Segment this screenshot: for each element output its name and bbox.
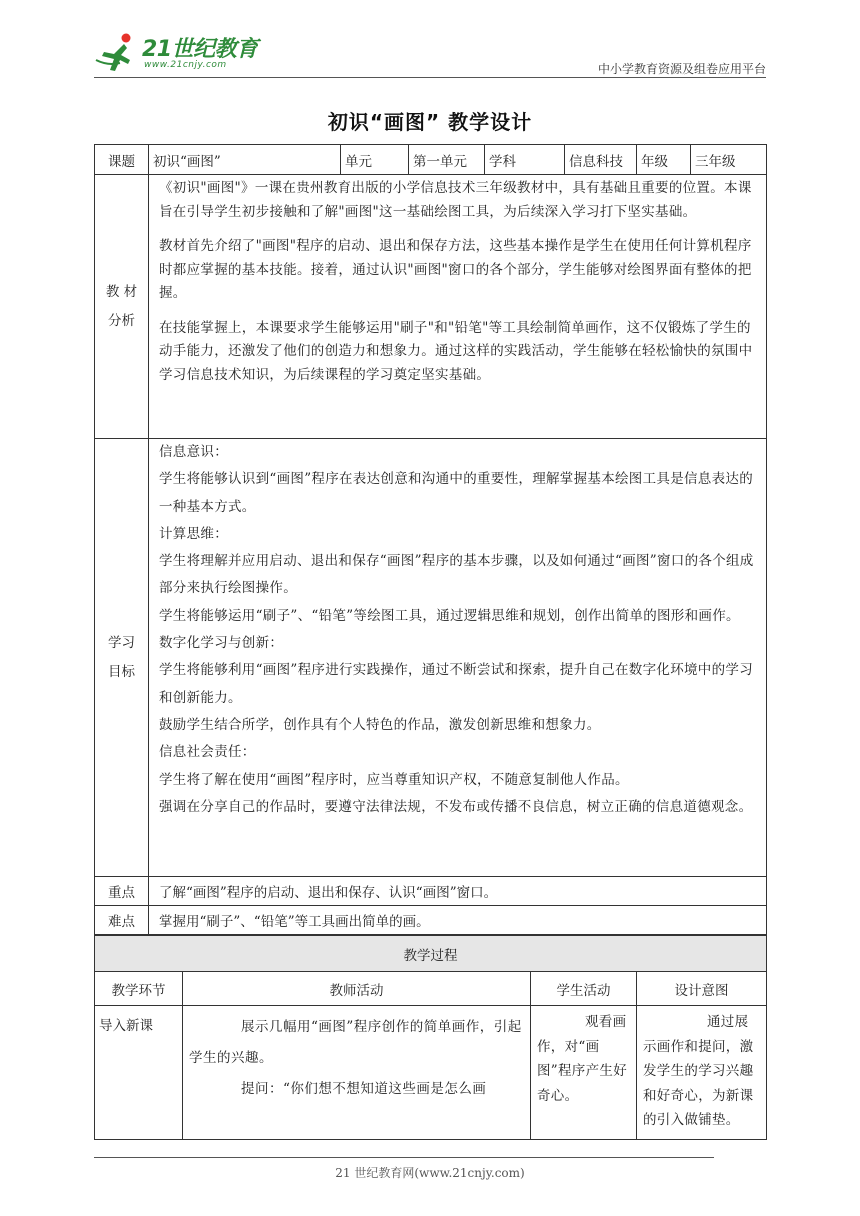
analysis-label-line-1: 教 材 [105,283,138,300]
student-activity-text: 观看画作，对“画图”程序产生好奇心。 [537,1014,628,1104]
col-intent: 设计意图 [637,972,767,1006]
key-point-label: 重点 [95,877,149,906]
goal-heading: 信息意识： [159,444,228,460]
teacher-activity-text: 展示几幅用“画图”程序创作的简单画作，引起学生的兴趣。 [189,1019,522,1066]
page-header [94,30,766,78]
page-footer[interactable]: 21 世纪教育网(www.21cnjy.com) [335,1166,525,1180]
page-title: 初识“画图” 教学设计 [327,110,533,134]
footer-divider [94,1157,714,1158]
analysis-paragraph: 在技能掌握上，本课要求学生能够运用"刷子"和"铅笔"等工具绘制简单画作，这不仅锻炼了学生的动手能力，还激发了他们的创造力和想象力。通过这样的实践活动，学生能够在轻松愉快的氛围中学习信息技术知识，为后续课程的学习奠定坚实基础。 [159,319,753,383]
analysis-label-line-2: 分析 [108,312,135,329]
difficulty-text: 掌握用“刷子”、“铅笔”等工具画出简单的画。 [149,906,767,935]
process-header-row [95,972,767,1006]
goal-item: 学生将能够运用“刷子”、“铅笔”等绘图工具，通过逻辑思维和规划，创作出简单的图形和画作。 [159,607,740,624]
goals-label [95,439,149,877]
goals-content [149,439,767,877]
topic-label: 课题 [95,145,149,175]
goal-item: 学生将能够认识到“画图”程序在表达创意和沟通中的重要性，理解掌握基本绘图工具是信息表达的一种基本方式。 [159,471,754,515]
unit-value: 第一单元 [409,145,485,175]
process-title: 教学过程 [95,936,767,972]
goals-label-line-1: 学习 [108,634,135,651]
analysis-paragraph: 教材首先介绍了"画图"程序的启动、退出和保存方法，这些基本操作是学生在使用任何计算机程序时都应掌握的基本技能。接着，通过认识"画图"窗口的各个部分，学生能够对绘图界面有整体的把握。 [159,238,752,301]
grade-value: 三年级 [691,145,767,175]
intro-design-intent [637,1006,767,1140]
platform-name: 中小学教育资源及组卷应用平台 [597,62,766,76]
logo-text: 21世纪教育 [142,37,258,62]
col-teacher: 教师活动 [183,972,531,1006]
analysis-content [149,175,767,439]
goal-item: 学生将理解并应用启动、退出和保存“画图”程序的基本步骤，以及如何通过“画图”窗口的各个组成部分来执行绘图操作。 [159,553,754,597]
goal-item: 学生将能够利用“画图”程序进行实践操作，通过不断尝试和探索，提升自己在数字化环境中的学习和创新能力。 [159,662,754,706]
site-logo[interactable] [94,30,264,76]
runner-logo-icon [94,30,140,76]
unit-label: 单元 [341,145,409,175]
col-student: 学生活动 [531,972,637,1006]
info-row [95,145,767,175]
difficulty-row [95,906,767,935]
analysis-paragraph: 《初识"画图"》一课在贵州教育出版的小学信息技术三年级教材中，具有基础且重要的位置。本课旨在引导学生初步接触和了解"画图"这一基础绘图工具，为后续深入学习打下坚实基础。 [159,180,752,220]
grade-label: 年级 [637,145,691,175]
topic-value: 初识“画图” [149,145,341,175]
goal-heading: 计算思维： [159,525,228,542]
goal-item: 强调在分享自己的作品时，要遵守法律法规，不发布或传播不良信息，树立正确的信息道德观念。 [159,798,753,815]
process-title-row [95,936,767,972]
logo-url: www.21cnjy.com [144,60,227,70]
subject-label: 学科 [485,145,565,175]
key-point-row [95,877,767,906]
difficulty-label: 难点 [95,906,149,935]
goal-heading: 信息社会责任： [159,744,256,761]
goal-heading: 数字化学习与创新： [159,635,284,652]
teaching-process-table [94,935,767,1140]
goals-row [95,439,767,877]
key-point-text: 了解“画图”程序的启动、退出和保存、认识“画图”窗口。 [149,877,767,906]
intro-teacher-activity [183,1006,531,1140]
intro-stage: 导入新课 [95,1006,183,1140]
analysis-label [95,175,149,439]
goal-item: 学生将了解在使用“画图”程序时，应当尊重知识产权，不随意复制他人作品。 [159,771,629,788]
header-divider [94,77,766,78]
design-intent-text: 通过展示画作和提问，激发学生的学习兴趣和好奇心，为新课的引入做铺垫。 [643,1014,754,1128]
intro-student-activity [531,1006,637,1140]
goals-label-line-2: 目标 [108,663,135,680]
lesson-info-table [94,144,767,935]
goal-item: 鼓励学生结合所学，创作具有个人特色的作品，激发创新思维和想象力。 [159,716,601,733]
subject-value: 信息科技 [565,145,637,175]
col-stage: 教学环节 [95,972,183,1006]
analysis-row [95,175,767,439]
intro-row [95,1006,767,1140]
teacher-activity-text: 提问：“你们想不想知道这些画是怎么画 [241,1081,487,1097]
